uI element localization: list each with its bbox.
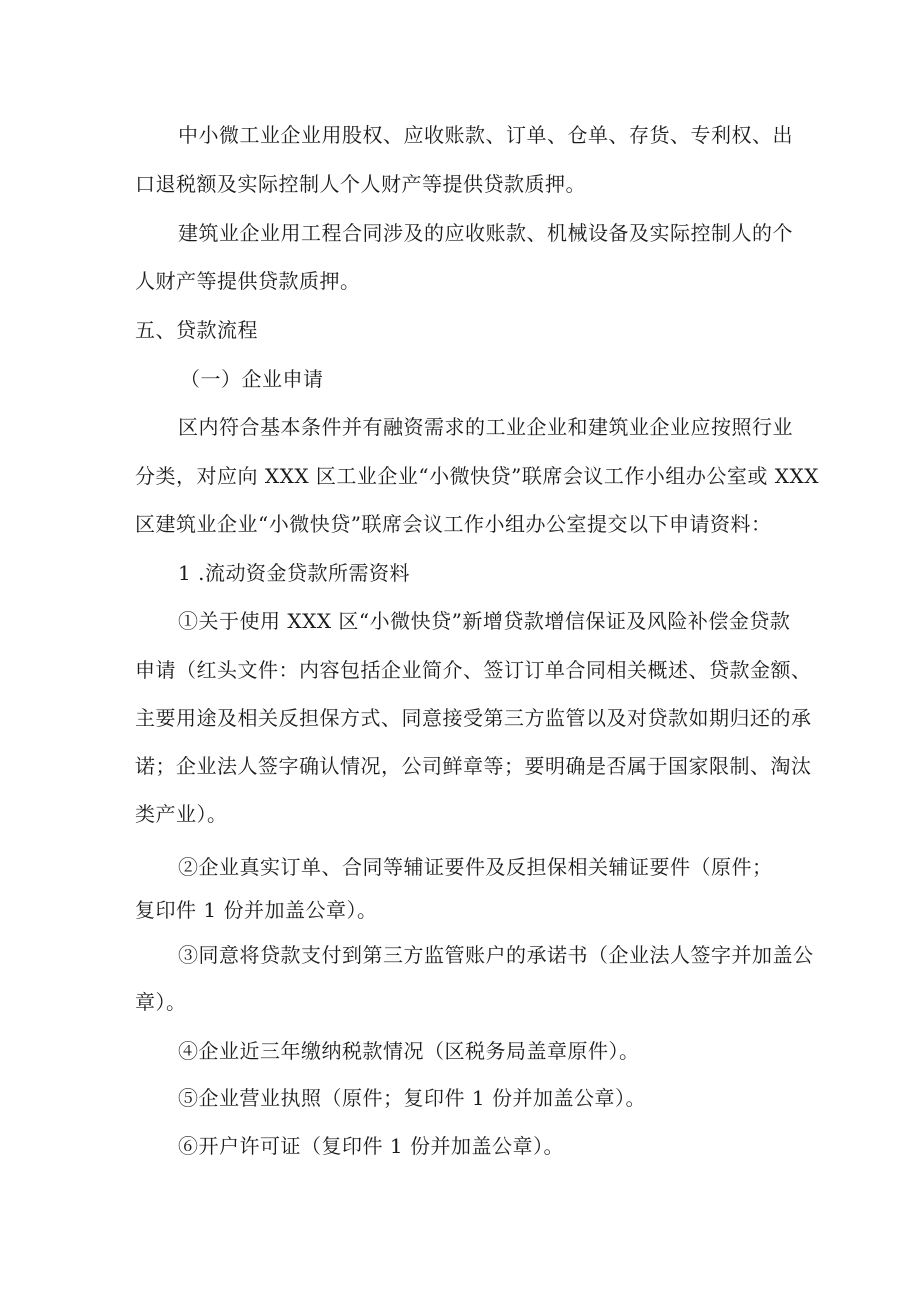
item-3-line1: ③同意将贷款支付到第三方监管账户的承诺书（企业法人签字并加盖公 <box>178 943 814 967</box>
item-1-line2: 申请（红头文件：内容包括企业简介、签订订单合同相关概述、贷款金额、 <box>135 658 812 682</box>
item-3-line2: 章）。 <box>135 990 187 1014</box>
paragraph-application-line2: 分类，对应向 XXX 区工业企业“小微快贷”联席会议工作小组办公室或 XXX <box>135 464 819 488</box>
item-1-line4: 诺；企业法人签字确认情况，公司鲜章等；要明确是否属于国家限制、淘汰 <box>135 754 812 778</box>
paragraph-collateral-industrial-line2: 口退税额及实际控制人个人财产等提供贷款质押。 <box>135 172 586 196</box>
item-4: ④企业近三年缴纳税款情况（区税务局盖章原件）。 <box>178 1039 640 1063</box>
item-6: ⑥开户许可证（复印件 1 份并加盖公章）。 <box>178 1134 564 1158</box>
subsection-heading-enterprise-application: （一）企业申请 <box>180 367 324 391</box>
section-heading-loan-process: 五、贷款流程 <box>135 318 258 342</box>
paragraph-collateral-industrial-line1: 中小微工业企业用股权、应收账款、订单、仓单、存货、专利权、出 <box>178 123 793 147</box>
item-1-line1: ①关于使用 XXX 区“小微快贷”新增贷款增信保证及风险补偿金贷款 <box>178 609 791 633</box>
paragraph-application-line1: 区内符合基本条件并有融资需求的工业企业和建筑业企业应按照行业 <box>178 415 793 439</box>
paragraph-application-line3: 区建筑业企业“小微快贷”联席会议工作小组办公室提交以下申请资料： <box>135 512 772 536</box>
item-2-line2: 复印件 1 份并加盖公章）。 <box>135 898 378 922</box>
item-2-line1: ②企业真实订单、合同等辅证要件及反担保相关辅证要件（原件； <box>178 855 773 879</box>
paragraph-collateral-construction-line2: 人财产等提供贷款质押。 <box>135 269 361 293</box>
item-1-line5: 类产业）。 <box>135 802 228 826</box>
paragraph-collateral-construction-line1: 建筑业企业用工程合同涉及的应收账款、机械设备及实际控制人的个 <box>178 221 793 245</box>
item-1-line3: 主要用途及相关反担保方式、同意接受第三方监管以及对贷款如期归还的承 <box>135 706 812 730</box>
item-heading-working-capital: 1 .流动资金贷款所需资料 <box>178 561 410 585</box>
item-5: ⑤企业营业执照（原件；复印件 1 份并加盖公章）。 <box>178 1086 646 1110</box>
